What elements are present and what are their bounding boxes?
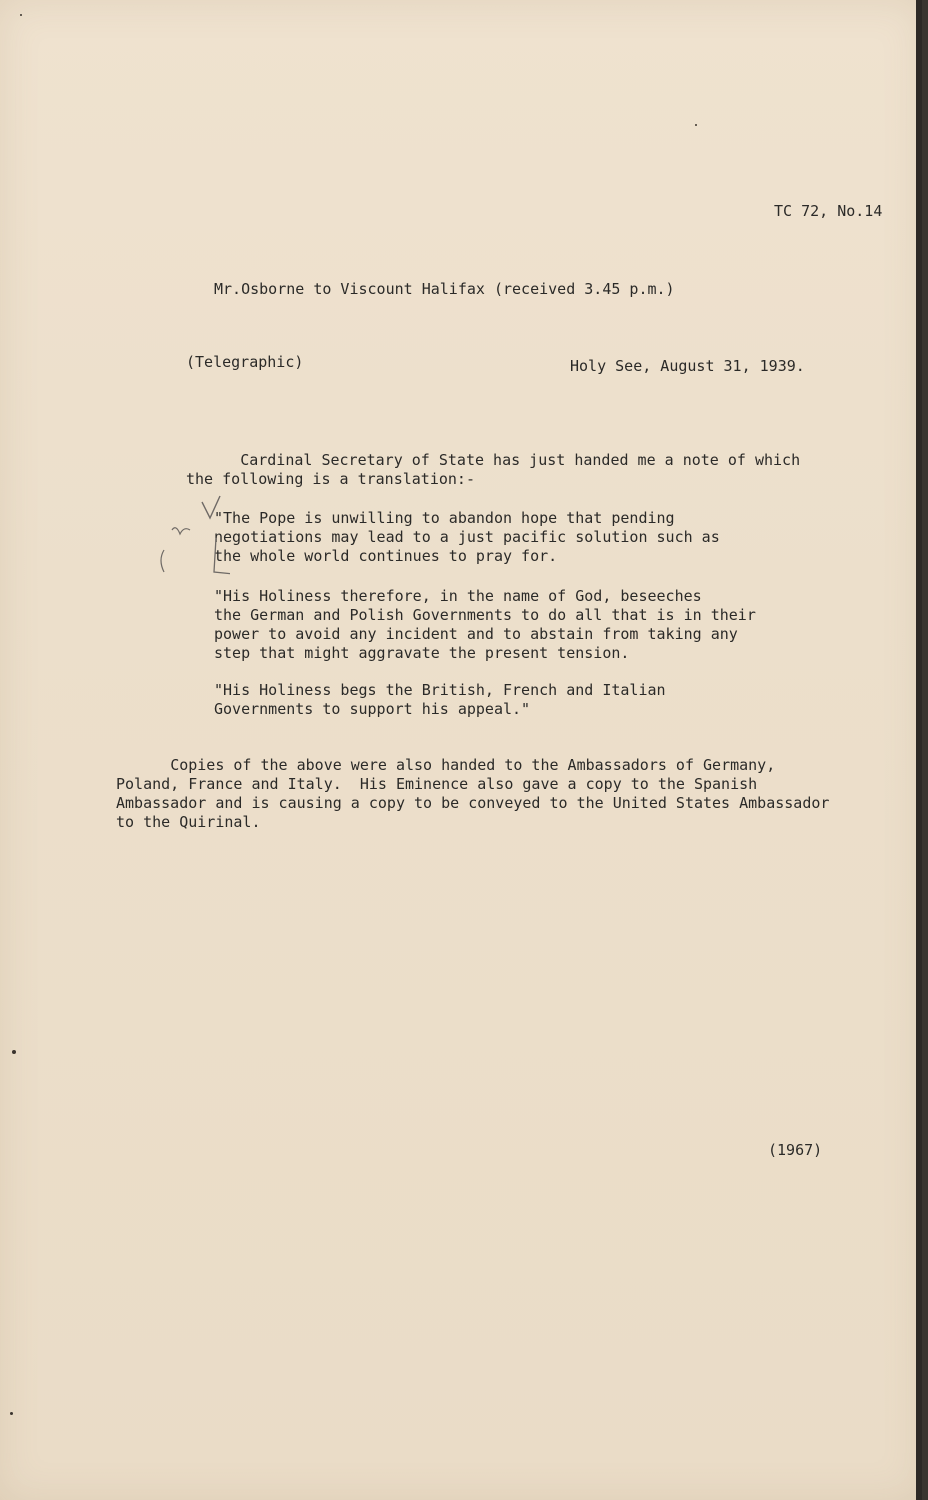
paragraph-text: Cardinal Secretary of State has just handed me a note of which the following is a translation:-: [186, 451, 801, 488]
paper-speck: [695, 124, 697, 126]
pencil-mark-annotation: [150, 490, 230, 590]
paragraph-quote-3: [214, 681, 666, 719]
paragraph-indent: [186, 451, 240, 469]
paragraph-text: Copies of the above were also handed to the Ambassadors of Germany, Poland, France and Italy. His Eminence also gave a copy to the Spanish Ambassador and is causing a copy to be conveyed to the United States Ambassador to the Quirinal.: [116, 756, 830, 831]
paragraph-text: "The Pope is unwilling to abandon hope that pending negotiations may lead to a just pacific solution such as the whole world continues to pray for.: [214, 509, 720, 565]
document-heading: Mr.Osborne to Viscount Halifax (received 3.45 p.m.): [214, 280, 675, 298]
paragraph-quote-1: [214, 509, 720, 566]
message-type: (Telegraphic): [186, 353, 304, 371]
paragraph-text: "His Holiness begs the British, French and Italian Governments to support his appeal.": [214, 681, 666, 718]
paragraph-quote-2: [214, 587, 756, 663]
document-reference: TC 72, No.14: [774, 202, 883, 220]
document-number: (1967): [768, 1141, 823, 1159]
paper-speck: [10, 1412, 13, 1415]
page-edge: [916, 0, 922, 1500]
paragraph-copies: [116, 756, 829, 832]
paragraph-indent: [116, 756, 170, 774]
paragraph-text: "His Holiness therefore, in the name of God, beseeches the German and Polish Governments to do all that is in their power to avoid any incident and to abstain from taking any step that might aggravate the present tension.: [214, 587, 756, 662]
paragraph-intro: [186, 451, 800, 489]
paper-speck: [20, 14, 22, 16]
dateline: Holy See, August 31, 1939.: [570, 357, 805, 375]
paper-speck: [12, 1050, 16, 1054]
